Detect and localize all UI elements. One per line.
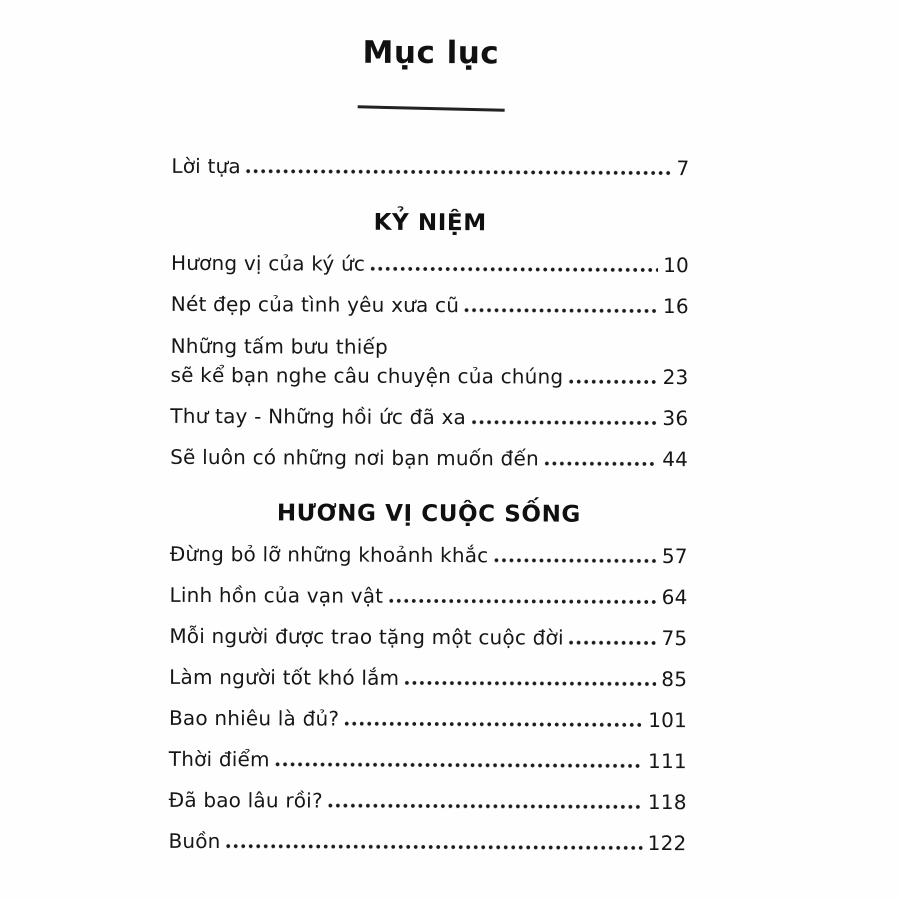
dot-leader — [568, 624, 657, 652]
page-number: 64 — [661, 585, 688, 610]
page-number: 44 — [662, 447, 689, 472]
entry-title: Bao nhiêu là đủ? — [168, 705, 340, 731]
dot-leader — [463, 291, 658, 320]
entry-title: Hương vị của ký ức — [170, 250, 366, 276]
section-heading-huong-vi-cuoc-song: HƯƠNG VỊ CUỘC SỐNG — [276, 500, 582, 528]
table-of-contents — [168, 152, 689, 857]
section-heading-ky-niem: KỶ NIỆM — [373, 209, 487, 237]
toc-entry — [169, 704, 687, 734]
toc-entry — [170, 402, 688, 432]
toc-entry — [171, 290, 689, 320]
page-number: 7 — [676, 156, 690, 181]
entry-title-line2-text: sẽ kể bạn nghe câu chuyện của chúng — [170, 362, 564, 389]
toc-entry-line2 — [170, 361, 688, 391]
dot-leader — [327, 787, 643, 816]
entry-title: Lời tựa — [171, 153, 241, 179]
page-number: 111 — [647, 748, 687, 774]
dot-leader — [274, 745, 643, 775]
dot-leader — [369, 250, 658, 279]
toc-entry-multiline — [170, 331, 688, 391]
toc-entry — [169, 786, 687, 816]
entry-title: Mỗi người được trao tặng một cuộc đời — [169, 623, 564, 650]
dot-leader — [343, 705, 643, 734]
toc-entry-preface — [171, 152, 689, 182]
page-title: Mục lục — [362, 34, 500, 72]
dot-leader — [470, 403, 658, 432]
toc-entry — [169, 745, 687, 775]
page-number: 75 — [661, 626, 688, 651]
toc-entry — [169, 622, 687, 652]
page-number: 101 — [648, 707, 688, 733]
dot-leader — [225, 827, 643, 857]
entry-title-line1: Những tấm bưu thiếp — [170, 333, 388, 359]
dot-leader — [543, 444, 658, 472]
entry-title: Buồn — [168, 828, 221, 854]
page-number: 23 — [662, 365, 689, 390]
dot-leader — [387, 582, 657, 611]
entry-title: Đừng bỏ lỡ những khoảnh khắc — [169, 541, 489, 568]
toc-entry — [169, 663, 687, 693]
toc-entry — [170, 540, 688, 570]
page-number: 16 — [662, 294, 689, 319]
page-number: 10 — [663, 253, 690, 278]
page-number: 57 — [661, 544, 688, 569]
page-number: 118 — [647, 789, 687, 815]
toc-entry — [170, 443, 688, 473]
page-number: 122 — [647, 830, 687, 856]
page-number: 36 — [662, 406, 689, 431]
toc-entry — [168, 827, 686, 857]
title-divider — [357, 105, 504, 111]
dot-leader — [492, 541, 657, 570]
entry-title: Thư tay - Những hồi ức đã xa — [170, 403, 467, 430]
entry-title: Đã bao lâu rồi? — [168, 787, 323, 813]
dot-leader — [567, 363, 657, 391]
entry-title: Sẽ luôn có những nơi bạn muốn đến — [170, 444, 539, 471]
toc-entry — [171, 249, 689, 279]
page-number: 85 — [661, 667, 688, 692]
entry-title: Linh hồn của vạn vật — [169, 582, 384, 608]
entry-title: Nét đẹp của tình yêu xưa cũ — [170, 291, 460, 318]
toc-entry — [169, 581, 687, 611]
dot-leader — [403, 664, 656, 693]
entry-title: Làm người tốt khó lắm — [169, 664, 400, 690]
entry-title: Thời điểm — [168, 746, 270, 772]
dot-leader — [245, 152, 672, 182]
